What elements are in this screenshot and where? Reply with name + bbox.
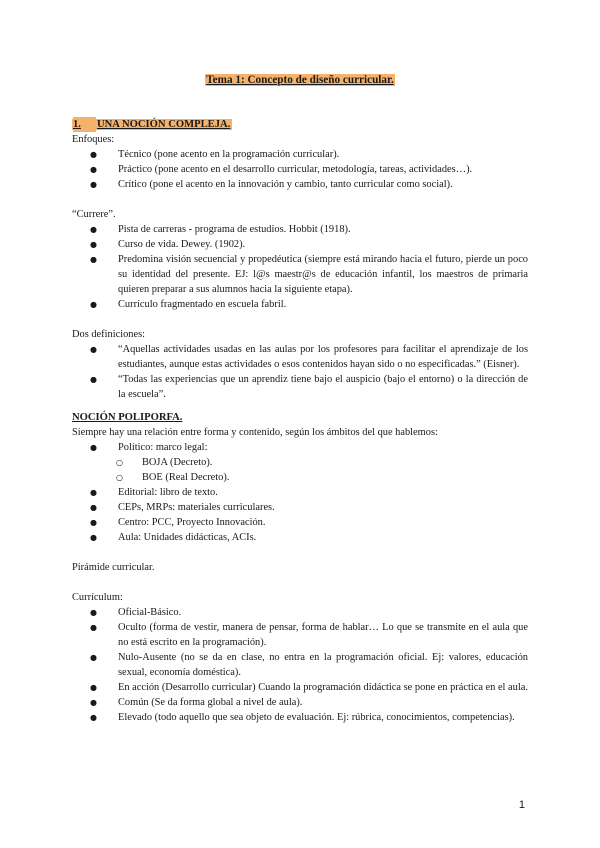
enfoques-label: Enfoques:	[72, 134, 115, 145]
list-item: ● Predomina visión secuencial y propedéutica (siempre está mirando hacia el futuro, pierde un poco su identidad del presente. EJ: l@s maestr@s de educación infantil, los maestros de primaria quieren preparar a sus alumnos hacia la siguiente etapa).	[72, 252, 528, 297]
list-item: ● “Todas las experiencias que un aprendiz tiene bajo el auspicio (bajo el entorno) o la dirección de la escuela”.	[72, 372, 528, 402]
list-item: ● Oficial-Básico.	[72, 605, 528, 620]
list-item: ● Oculto (forma de vestir, manera de pensar, forma de hablar… Lo que se transmite en el aula que no está escrito en la programación).	[72, 620, 528, 650]
piramide-label: Pirámide curricular.	[72, 562, 155, 573]
list-item: ● Político: marco legal:	[72, 440, 528, 455]
list-item: ● Práctico (pone acento en el desarrollo curricular, metodología, tareas, actividades…).	[72, 162, 528, 177]
definiciones-label: Dos definiciones:	[72, 329, 146, 340]
list-item: ● CEPs, MRPs: materiales curriculares.	[72, 500, 528, 515]
list-item: ● Crítico (pone el acento en la innovación y cambio, tanto curricular como social).	[72, 177, 528, 192]
curriculum-label: Currículum:	[72, 592, 123, 603]
list-item: ● Nulo-Ausente (no se da en clase, no entra en la programación oficial. Ej: valores, educación sexual, economía doméstica).	[72, 650, 528, 680]
list-item: ● Currículo fragmentado en escuela fabril.	[72, 297, 528, 312]
document-title: Tema 1: Concepto de diseño curricular.	[206, 74, 394, 86]
list-item: ● Común (Se da forma global a nivel de aula).	[72, 695, 528, 710]
curriculum-list	[72, 605, 528, 725]
section-heading-1: 1. UNA NOCIÓN COMPLEJA.	[73, 119, 231, 130]
list-item: ● Aula: Unidades didácticas, ACIs.	[72, 530, 528, 545]
list-item: ● Editorial: libro de texto.	[72, 485, 528, 500]
list-item: ● Elevado (todo aquello que sea objeto de evaluación. Ej: rúbrica, conocimientos, competencias).	[72, 710, 528, 725]
list-item: ● Pista de carreras - programa de estudios. Hobbit (1918).	[72, 222, 528, 237]
section2-intro: Siempre hay una relación entre forma y contenido, según los ámbitos del que hablemos:	[72, 427, 438, 438]
document-page	[72, 0, 528, 725]
list-item: ● “Aquellas actividades usadas en las aulas por los profesores para facilitar el aprendizaje de los estudiantes, aunque estas actividades o esos contenidos hayan sido o no especificadas.” (Eisner).	[72, 342, 528, 372]
page-number: 1	[518, 799, 525, 811]
list-item: ● Técnico (pone acento en la programación curricular).	[72, 147, 528, 162]
ambitos-list	[72, 440, 528, 455]
list-item: ● En acción (Desarrollo curricular) Cuando la programación didáctica se pone en práctica en el aula.	[72, 680, 528, 695]
sub-list-item: ○ BOJA (Decreto).	[72, 455, 528, 470]
enfoques-list	[72, 147, 528, 192]
currere-list	[72, 222, 528, 312]
section-heading-2: NOCIÓN POLIPORFA.	[72, 412, 183, 423]
politico-sublist	[72, 455, 528, 485]
sub-list-item: ○ BOE (Real Decreto).	[72, 470, 528, 485]
list-item: ● Curso de vida. Dewey. (1902).	[72, 237, 528, 252]
definiciones-list	[72, 342, 528, 402]
currere-label: “Currere”.	[72, 209, 116, 220]
ambitos-list-cont	[72, 485, 528, 545]
list-item: ● Centro: PCC, Proyecto Innovación.	[72, 515, 528, 530]
